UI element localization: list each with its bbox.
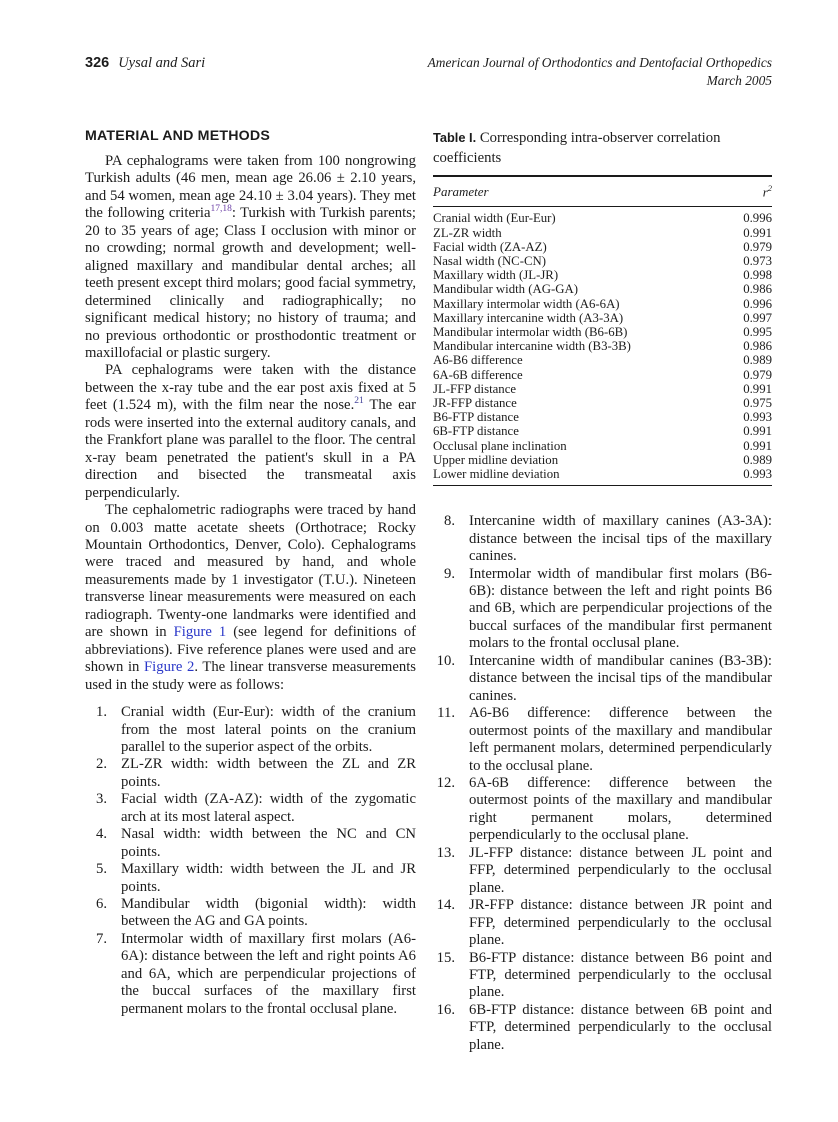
running-head [85, 54, 772, 89]
list-item [85, 861, 416, 896]
table-row [433, 382, 772, 396]
list-item [85, 896, 416, 931]
r2-value-cell: 0.996 [743, 211, 772, 226]
r2-value-cell: 0.995 [743, 324, 772, 339]
parameter-cell: Mandibular width (AG-GA) [433, 282, 579, 297]
list-item-text: Nasal width: width between the NC and CN points. [121, 826, 416, 860]
list-item-number: 3. [95, 791, 107, 808]
list-item-number: 9. [443, 565, 455, 582]
parameter-cell: Mandibular intercanine width (B3-3B) [433, 339, 631, 354]
list-item [433, 513, 772, 565]
parameter-cell: Maxillary intermolar width (A6-6A) [433, 296, 620, 311]
list-item-text: ZL-ZR width: width between the ZL and ZR points. [121, 756, 416, 790]
parameter-cell: Occlusal plane inclination [433, 438, 567, 453]
r2-value-cell: 0.997 [743, 310, 772, 325]
table-row [433, 297, 772, 311]
parameter-cell: JL-FFP distance [433, 381, 517, 396]
list-item-number: 15. [436, 949, 455, 966]
list-item-number: 13. [436, 844, 455, 861]
section-heading: MATERIAL AND METHODS [85, 128, 271, 144]
list-item [433, 653, 772, 705]
parameter-cell: Mandibular intermolar width (B6-6B) [433, 324, 628, 339]
list-item-number: 6. [95, 896, 107, 913]
parameter-cell: Lower midline deviation [433, 466, 560, 481]
table-row [433, 339, 772, 353]
table-row [433, 439, 772, 453]
journal-title: American Journal of Orthodontics and Dentofacial Orthopedics [427, 55, 772, 70]
parameter-cell: B6-FTP distance [433, 410, 519, 425]
list-item [85, 791, 416, 826]
measurement-list-1-7 [85, 704, 416, 1018]
r2-value-cell: 0.991 [743, 438, 772, 453]
table-row [433, 410, 772, 424]
parameter-cell: Maxillary intercanine width (A3-3A) [433, 310, 624, 325]
figure-link[interactable]: Figure 1 [173, 624, 227, 641]
r2-value-cell: 0.993 [743, 466, 772, 481]
list-item-number: 10. [436, 652, 455, 669]
list-item-text: Intercanine width of mandibular canines (B3-3B): distance between the incisal tips of the mandibular canines. [469, 652, 772, 704]
list-item-text: 6A-6B difference: difference between the outermost points of the maxillary and mandibular right permanent molars, determined perpendicularly to the occlusal plane. [469, 774, 772, 844]
r2-value-cell: 0.991 [743, 381, 772, 396]
parameter-cell: Cranial width (Eur-Eur) [433, 211, 556, 226]
table-1-block [433, 128, 772, 486]
list-item-number: 16. [436, 1001, 455, 1018]
table-row [433, 240, 772, 254]
r-squared-column-header [729, 176, 772, 207]
table-body [433, 207, 772, 486]
correlation-table [433, 175, 772, 486]
r2-value-cell: 0.991 [743, 424, 772, 439]
list-item-number: 5. [95, 861, 107, 878]
parameter-cell: ZL-ZR width [433, 225, 502, 240]
list-item [433, 950, 772, 1002]
figure-link[interactable]: Figure 2 [144, 659, 195, 676]
list-item-number: 8. [443, 513, 455, 530]
parameter-cell: Maxillary width (JL-JR) [433, 268, 559, 283]
list-item-text: A6-B6 difference: difference between the outermost points of the maxillary and mandibular left permanent molars, determined perpendicularly to the occlusal plane. [469, 705, 772, 774]
table-row [433, 254, 772, 268]
list-item-text: Intercanine width of maxillary canines (A3-3A): distance between the incisal tips of the maxillary canines. [469, 513, 772, 565]
list-item [433, 566, 772, 653]
list-item-text: Maxillary width: width between the JL and JR points. [121, 861, 416, 895]
table-row [433, 396, 772, 410]
reference-citation-superscript[interactable]: 17,18 [210, 204, 232, 215]
list-item-number: 4. [95, 826, 107, 843]
list-item-number: 1. [95, 704, 107, 721]
table-caption-text: Corresponding intra-observer correlation coefficients [433, 130, 721, 166]
parameter-cell: Facial width (ZA-AZ) [433, 239, 547, 254]
table-row [433, 282, 772, 296]
table-row [433, 311, 772, 325]
parameter-cell: 6A-6B difference [433, 367, 523, 382]
r2-value-cell: 0.975 [743, 395, 772, 410]
table-row [433, 325, 772, 339]
table-row [433, 268, 772, 282]
reference-citation-superscript[interactable]: 21 [354, 396, 364, 407]
list-item-text: Intermolar width of mandibular first molars (B6-6B): distance between the left and right points B6 and 6B, which are perpendicular projections of the buccal surfaces of the mandibular first permanent molars to the frontal occlusal plane. [469, 565, 772, 652]
running-head-right [428, 54, 772, 89]
parameter-cell: 6B-FTP distance [433, 424, 519, 439]
r2-value-cell: 0.989 [743, 353, 772, 368]
r2-value-cell: 0.993 [743, 410, 772, 425]
list-item [85, 931, 416, 1018]
running-head-left [85, 54, 205, 72]
table-row [433, 353, 772, 367]
list-item-number: 14. [436, 897, 455, 914]
list-item-number: 7. [95, 930, 107, 947]
list-item-text: Cranial width (Eur-Eur): width of the cranium from the most lateral points on the cranium parallel to the superior aspect of the orbits. [121, 704, 416, 755]
r2-value-cell: 0.986 [743, 339, 772, 354]
table-row [433, 207, 772, 226]
list-item [85, 704, 416, 756]
r2-value-cell: 0.991 [743, 225, 772, 240]
paragraph-sample: PA cephalograms were taken from 100 nongrowing Turkish adults (46 men, mean age 26.06 ± 2.10 years, and 54 women, mean age 24.10 ± 3.04 years). They met the following criteria$^{17,18}$: Turkish with Turkish parents; 20 to 35 years of age; Class I occlusion with minor or no crowding; normal growth and development; well-aligned maxillary and mandibular dental arches; all teeth present except third molars; good facial symmetry, determined clinically and radiographically; no significant medical history; no history of trauma; and no previous orthodontic or prosthodontic treatment or maxillofacial or plastic surgery. [85, 153, 416, 361]
list-item-number: 2. [95, 756, 107, 773]
page-number: 326 [85, 55, 110, 71]
list-item-number: 12. [436, 774, 455, 791]
table-row [433, 368, 772, 382]
list-item-text: Mandibular width (bigonial width): width between the AG and GA points. [121, 896, 416, 930]
parameter-cell: JR-FFP distance [433, 395, 517, 410]
list-item [85, 756, 416, 791]
parameter-cell: Nasal width (NC-CN) [433, 253, 547, 268]
list-item-text: JL-FFP distance: distance between JL point and FFP, determined perpendicularly to the occlusal plane. [469, 844, 772, 896]
list-item-text: JR-FFP distance: distance between JR point and FFP, determined perpendicularly to the occlusal plane. [469, 897, 772, 949]
list-item-number: 11. [437, 705, 455, 722]
table-caption [433, 128, 772, 168]
r2-value-cell: 0.973 [743, 253, 772, 268]
r-exponent: 2 [767, 183, 772, 193]
r2-value-cell: 0.986 [743, 282, 772, 297]
list-item [433, 1002, 772, 1054]
list-item [433, 845, 772, 897]
table-caption-label: Table I. [433, 130, 477, 145]
list-item [85, 826, 416, 861]
r-label: r [762, 184, 768, 200]
running-authors: Uysal and Sari [118, 55, 206, 71]
list-item [433, 705, 772, 775]
right-column [433, 128, 772, 1054]
issue-date: March 2005 [706, 72, 772, 88]
left-column [85, 128, 416, 1018]
list-item-text: Intermolar width of maxillary first molars (A6-6A): distance between the left and right points A6 and 6A, which are perpendicular projections of the buccal surfaces of the maxillary first permanent molars to the frontal occlusal plane. [121, 930, 416, 1017]
list-item-text: Facial width (ZA-AZ): width of the zygomatic arch at its most lateral aspect. [121, 791, 416, 825]
r2-value-cell: 0.979 [743, 239, 772, 254]
paragraph-technique: PA cephalograms were taken with the distance between the x-ray tube and the ear post axis fixed at 5 feet (1.524 m), with the film near the nose.$^{21}$ The ear rods were inserted into the external auditory canals, and the Frankfort plane was parallel to the floor. The central x-ray beam penetrated the patient's skull in a PA direction and bisected the transmeatal axis perpendicularly. [85, 362, 417, 501]
r2-value-cell: 0.998 [743, 268, 772, 283]
list-item [433, 897, 772, 949]
table-header-row [433, 176, 772, 207]
list-item-text: B6-FTP distance: distance between B6 point and FTP, determined perpendicularly to the occlusal plane. [469, 949, 772, 1001]
r2-value-cell: 0.979 [743, 367, 772, 382]
r2-value-cell: 0.989 [743, 452, 772, 467]
table-row [433, 424, 772, 438]
parameter-cell: Upper midline deviation [433, 452, 559, 467]
measurement-list-8-16 [433, 513, 772, 1054]
table-row [433, 226, 772, 240]
parameter-column-header: Parameter [433, 176, 729, 207]
parameter-cell: A6-B6 difference [433, 353, 523, 368]
paragraph-tracing: The cephalometric radiographs were traced by hand on 0.003 matte acetate sheets (Orthotrace; Rocky Mountain Orthodontics, Denver, Colo). Cephalograms were traced and measured by hand, and whole measurements made by 1 investigator (T.U.). Nineteen transverse linear measurements were measured on each radiograph. Twenty-one landmarks were identified and are shown in Figure 1 (see legend for definitions of abbreviations). Five reference planes were used and are shown in Figure 2. The linear transverse measurements used in the study were as follows: [85, 502, 417, 693]
r2-value-cell: 0.996 [743, 296, 772, 311]
table-row [433, 453, 772, 467]
list-item-text: 6B-FTP distance: distance between 6B point and FTP, determined perpendicularly to the occlusal plane. [469, 1001, 772, 1053]
table-row [433, 467, 772, 486]
list-item [433, 775, 772, 845]
